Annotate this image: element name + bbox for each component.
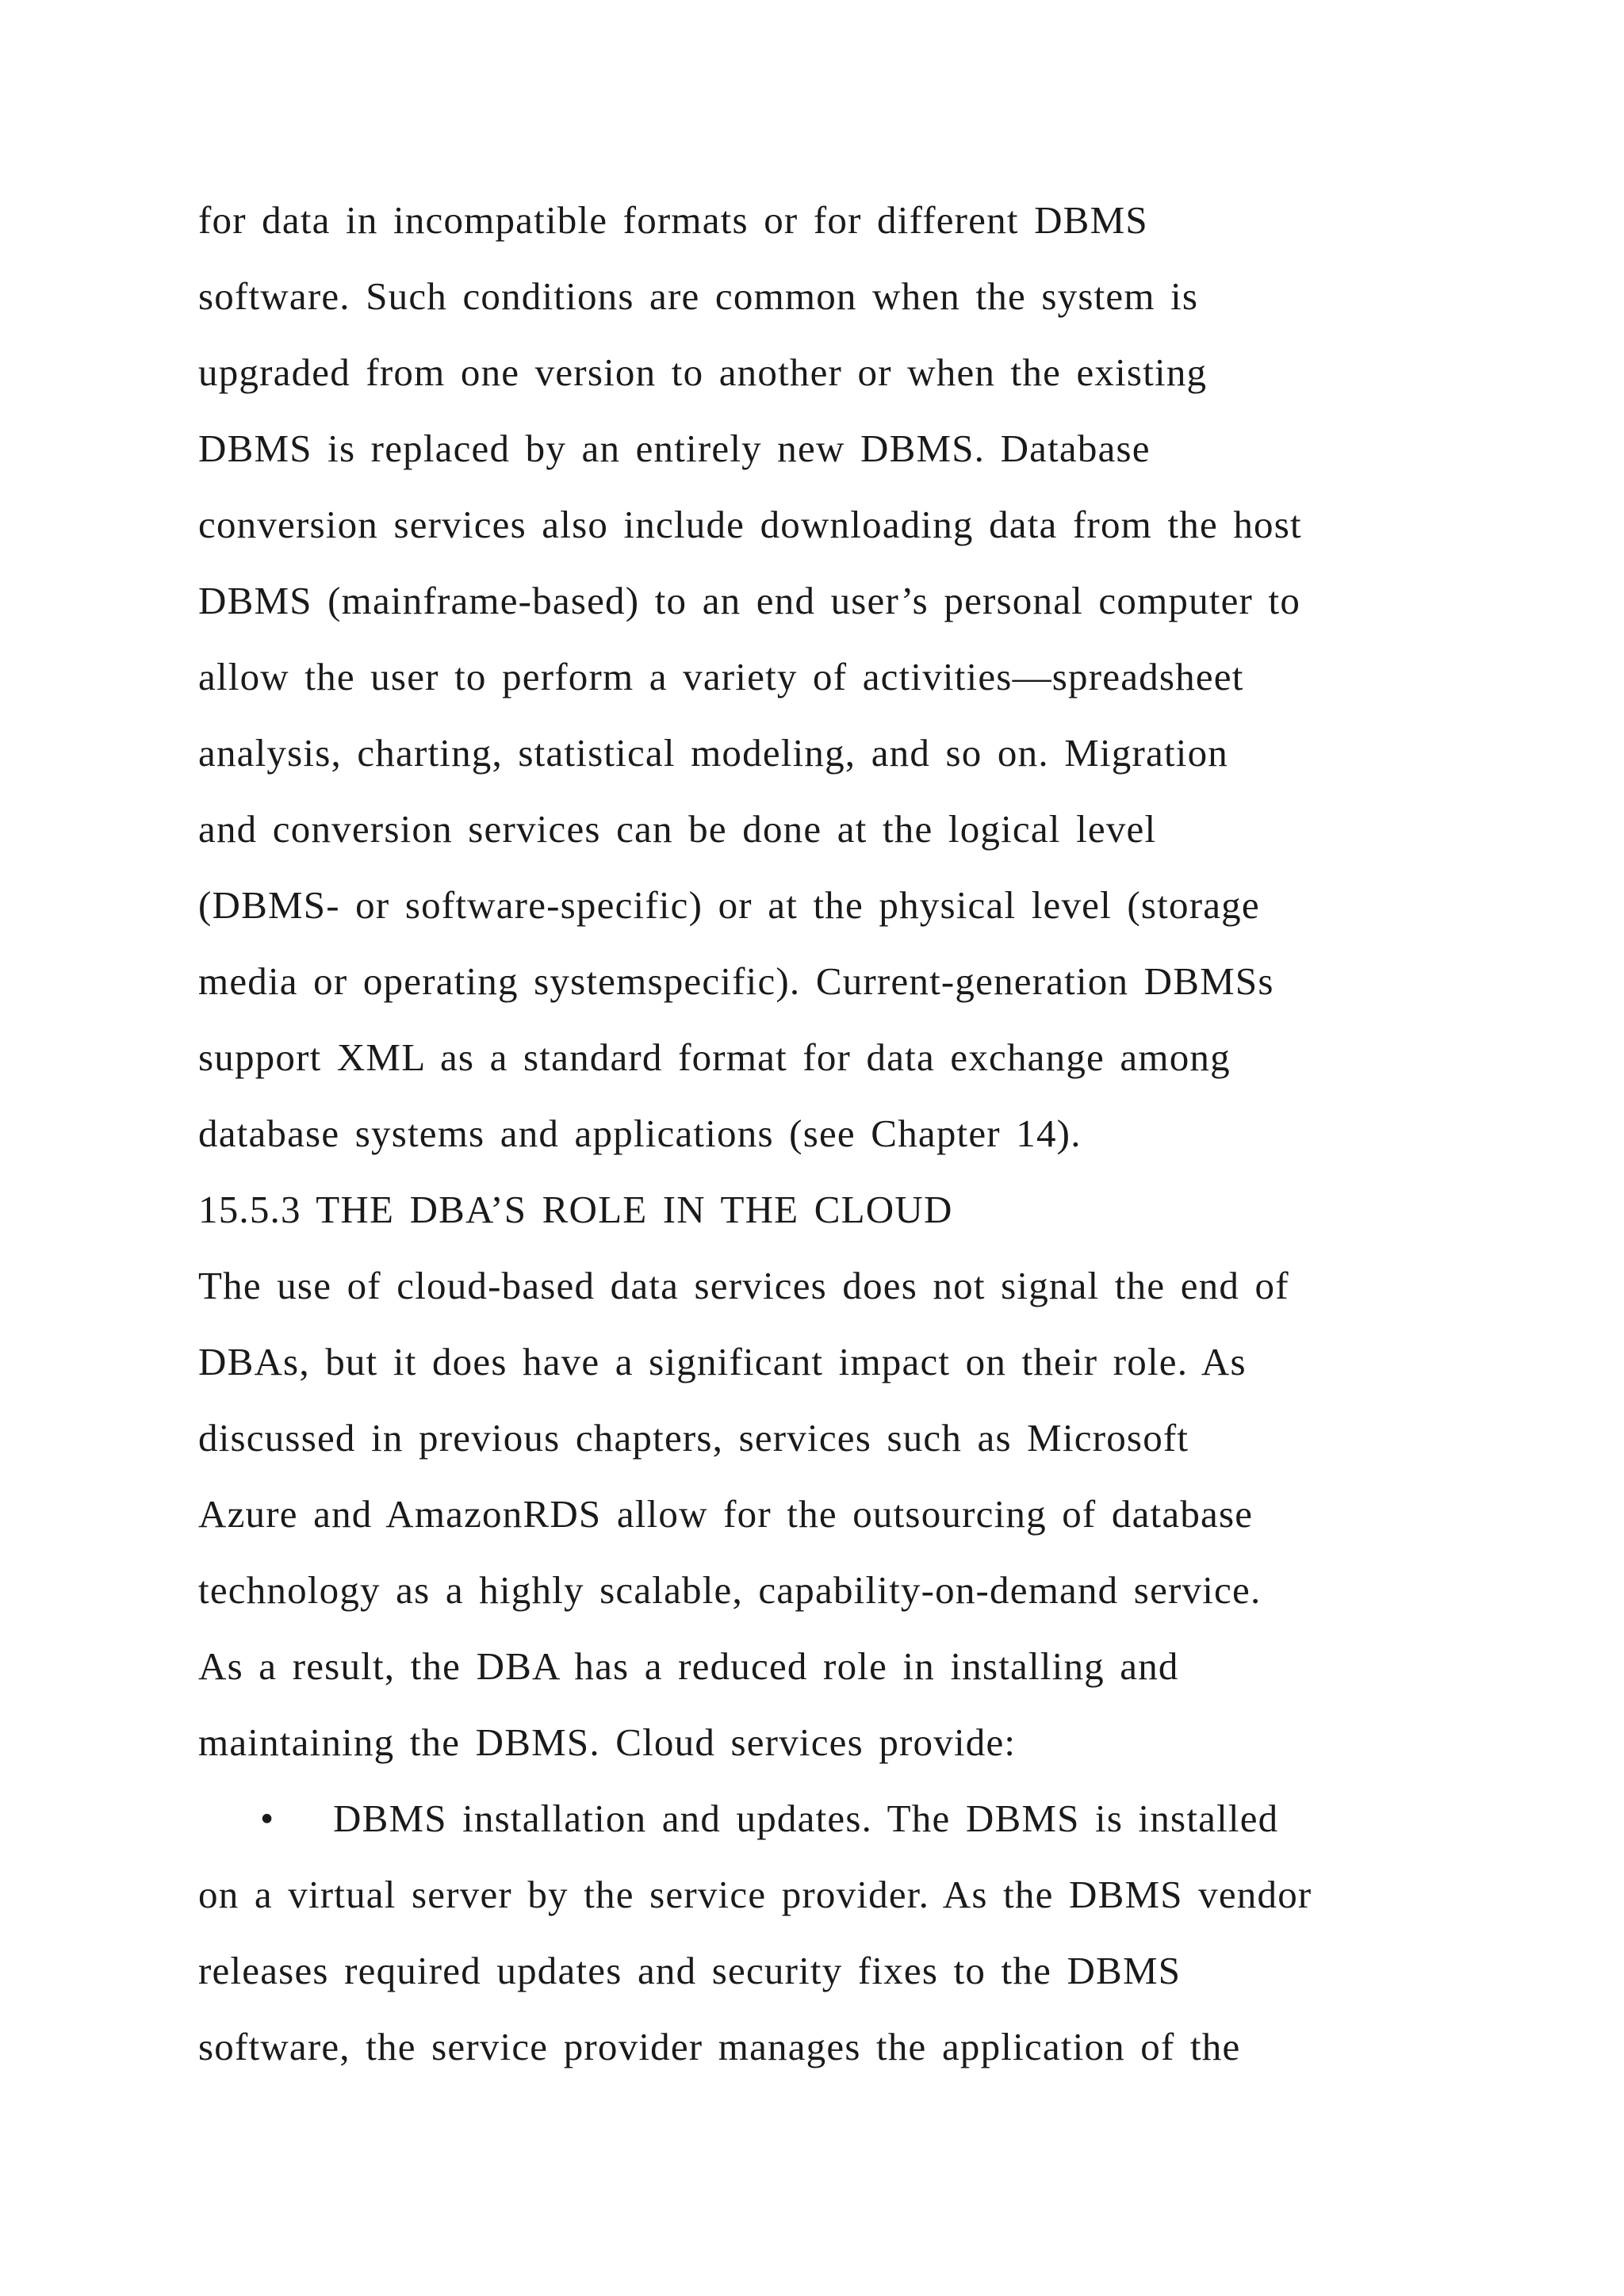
paragraph-line: maintaining the DBMS. Cloud services provide:	[198, 1720, 1017, 1764]
paragraph-line: for data in incompatible formats or for different DBMS	[198, 198, 1148, 242]
paragraph-line: on a virtual server by the service provider. As the DBMS vendor	[198, 1873, 1312, 1916]
bullet-text: DBMS installation and updates. The DBMS is installed	[333, 1797, 1279, 1840]
paragraph-line: upgraded from one version to another or when the existing	[198, 350, 1208, 394]
paragraph-line: DBAs, but it does have a significant impact on their role. As	[198, 1340, 1247, 1383]
paragraph-line: media or operating systemspecific). Current-generation DBMSs	[198, 959, 1274, 1003]
paragraph-line: database systems and applications (see Chapter 14).	[198, 1112, 1082, 1155]
paragraph-line: software. Such conditions are common when the system is	[198, 274, 1199, 318]
paragraph-line: As a result, the DBA has a reduced role in installing and	[198, 1644, 1179, 1688]
paragraph-line: and conversion services can be done at the logical level	[198, 807, 1157, 851]
paragraph-line: discussed in previous chapters, services such as Microsoft	[198, 1416, 1189, 1460]
paragraph-line: support XML as a standard format for data exchange among	[198, 1035, 1231, 1079]
paragraph-line: The use of cloud-based data services does not signal the end of	[198, 1264, 1289, 1307]
paragraph-line: technology as a highly scalable, capability-on-demand service.	[198, 1568, 1262, 1612]
paragraph-line: allow the user to perform a variety of activities—spreadsheet	[198, 655, 1244, 698]
paragraph-line: (DBMS- or software-specific) or at the physical level (storage	[198, 883, 1260, 927]
bullet-icon: •	[260, 1797, 275, 1840]
paragraph-line: software, the service provider manages the application of the	[198, 2025, 1241, 2068]
paragraph-line: DBMS (mainframe-based) to an end user’s personal computer to	[198, 579, 1301, 622]
body-text	[198, 192, 1435, 2095]
paragraph-line: DBMS is replaced by an entirely new DBMS. Database	[198, 427, 1151, 470]
bullet-item	[198, 1790, 1435, 1866]
paragraph-line: Azure and AmazonRDS allow for the outsourcing of database	[198, 1492, 1254, 1536]
paragraph-line: releases required updates and security fixes to the DBMS	[198, 1949, 1182, 1992]
paragraph-line: analysis, charting, statistical modeling, and so on. Migration	[198, 731, 1229, 775]
section-heading: 15.5.3 THE DBA’S ROLE IN THE CLOUD	[198, 1188, 953, 1231]
paragraph-line: conversion services also include downloading data from the host	[198, 503, 1302, 546]
